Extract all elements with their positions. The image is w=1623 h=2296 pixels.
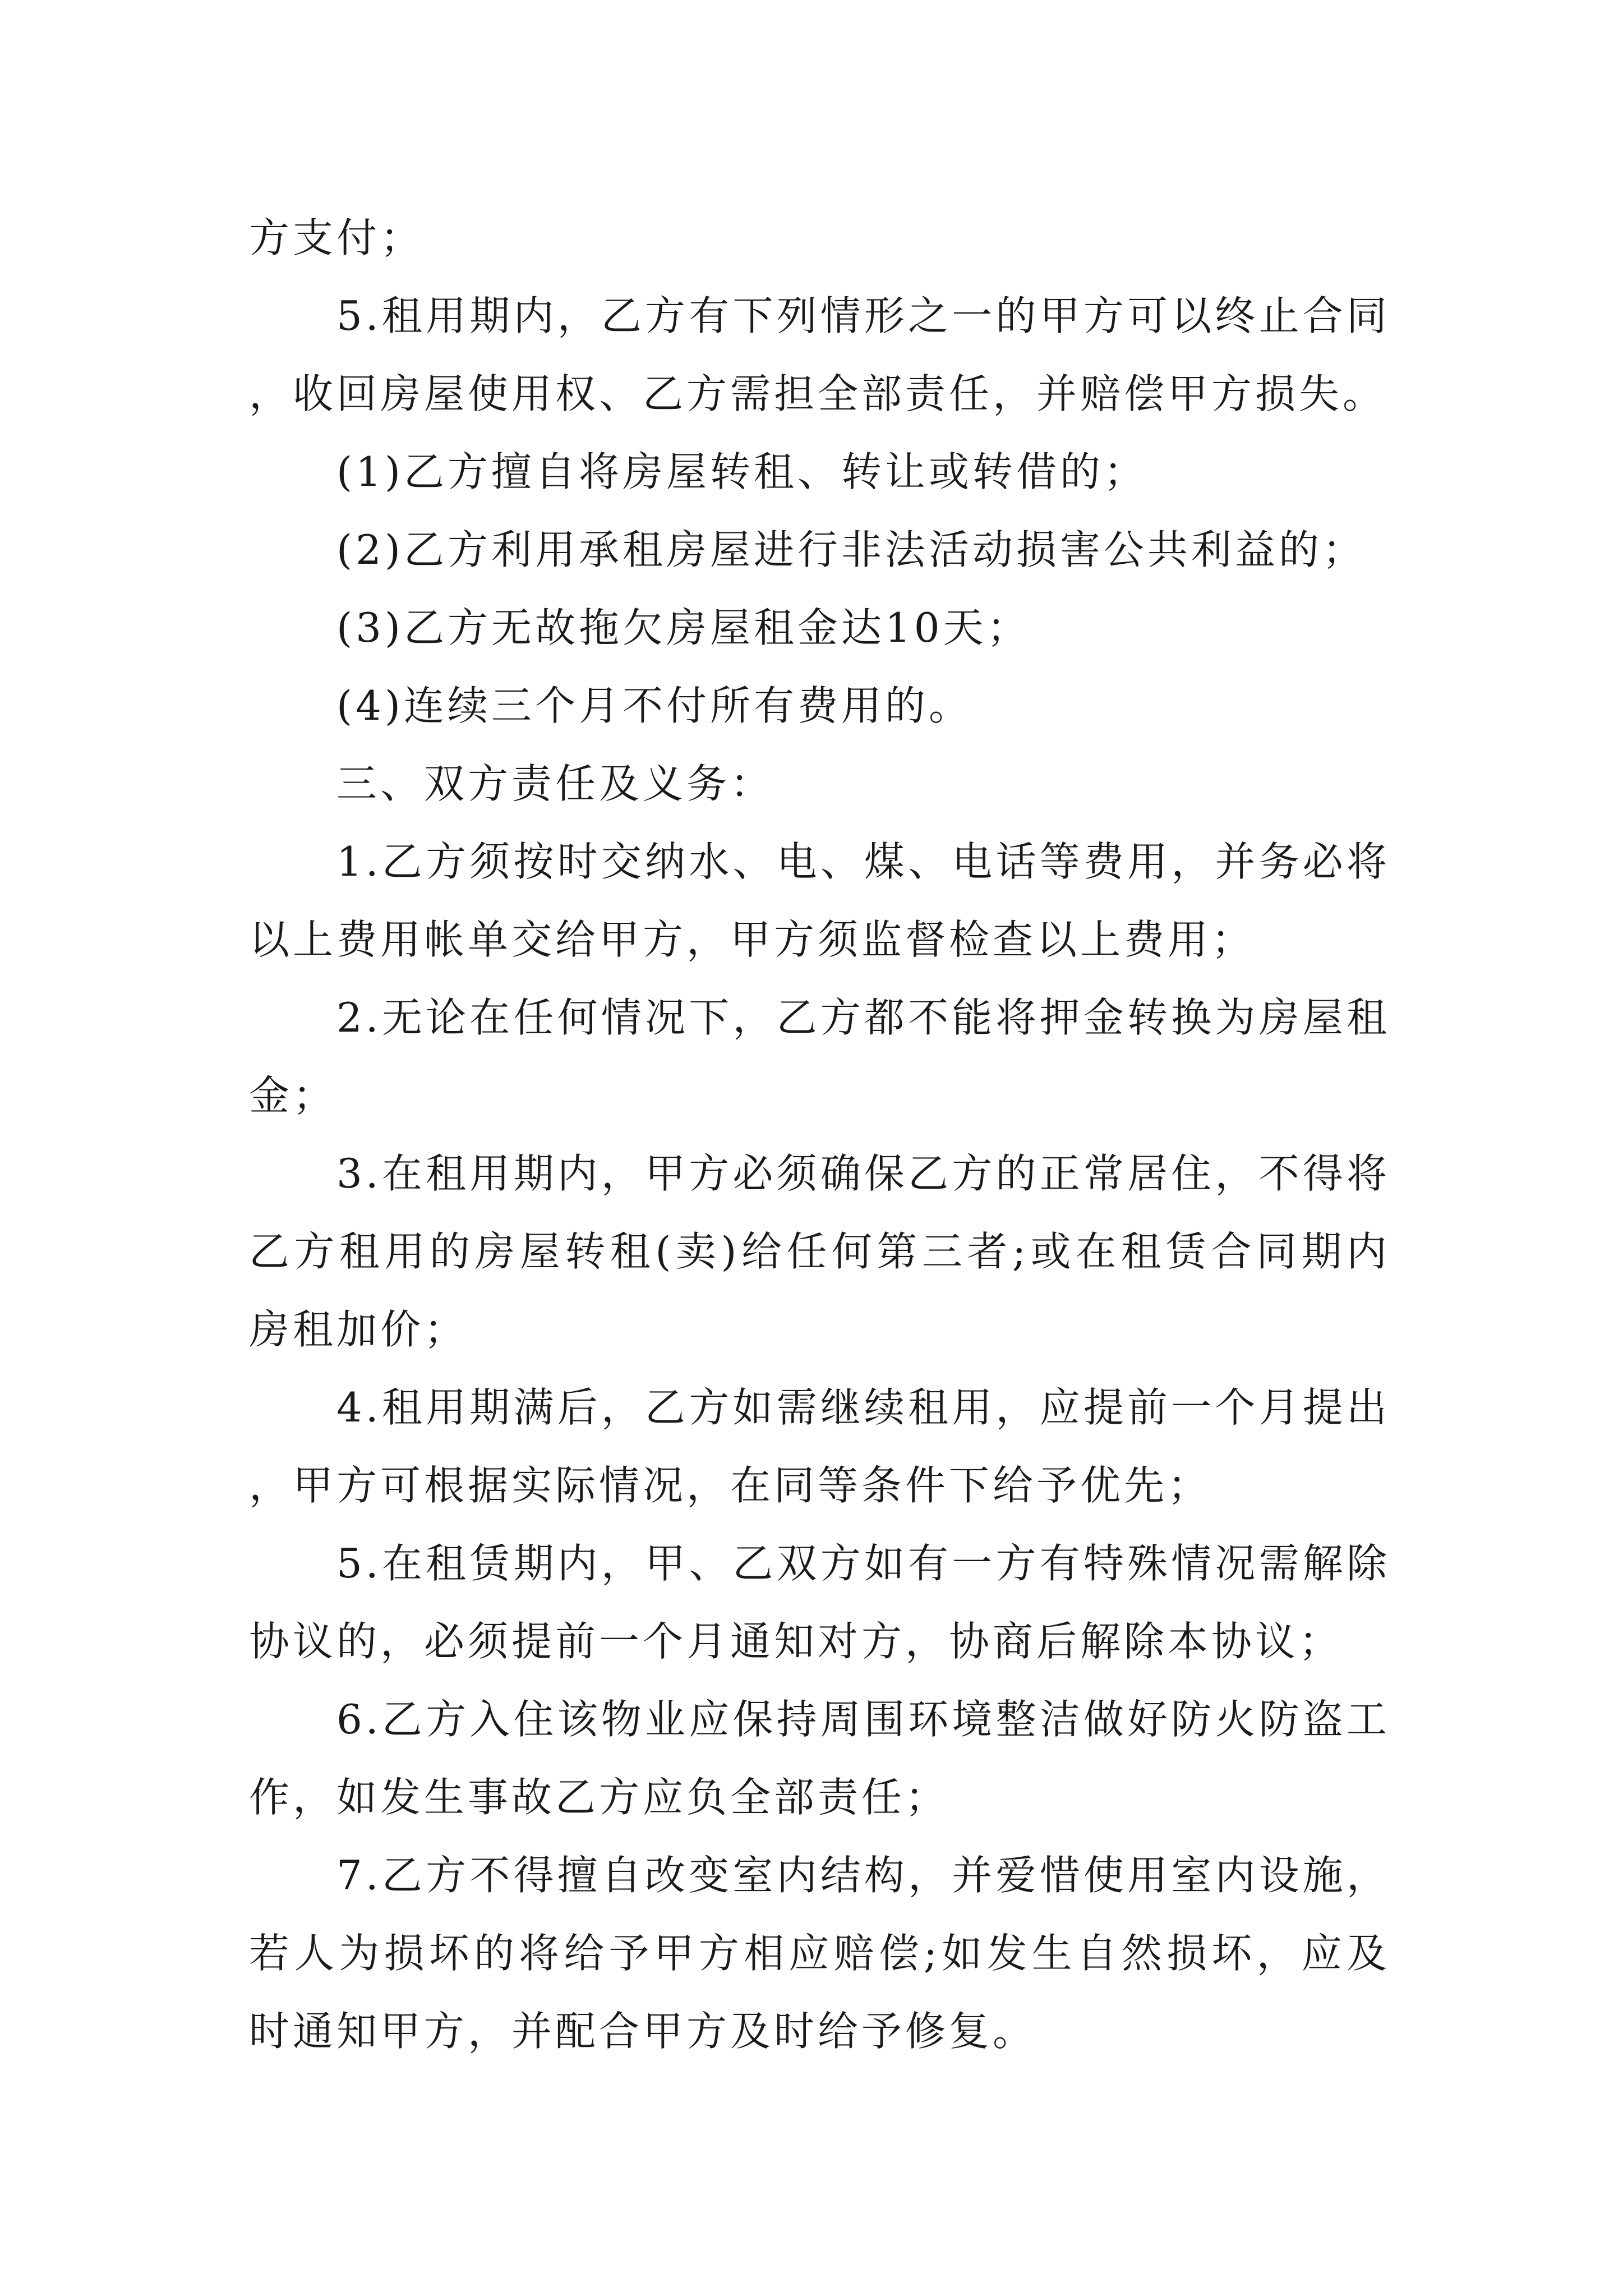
list-item-unpaid-fees: (4)连续三个月不付所有费用的。: [336, 682, 972, 729]
paragraph-termination-conditions: 5.租用期内，乙方有下列情形之一的甲方可以终止合同，收回房屋使用权、乙方需担全部责任，并赔偿甲方损失。: [249, 292, 1390, 417]
clause-1-utilities: 1.乙方须按时交纳水、电、煤、电话等费用，并务必将以上费用帐单交给甲方，甲方须监督检查以上费用；: [249, 838, 1390, 963]
list-item-illegal-activity: (2)乙方利用承租房屋进行非法活动损害公共利益的；: [336, 526, 1366, 573]
clause-5-early-termination: 5.在租赁期内，甲、乙双方如有一方有特殊情况需解除协议的，必须提前一个月通知对方，协商后解除本协议；: [249, 1540, 1390, 1665]
section-heading-duties: 三、双方责任及义务：: [336, 760, 774, 807]
clause-4-renewal: 4.租用期满后，乙方如需继续租用，应提前一个月提出，甲方可根据实际情况，在同等条件下给予优先；: [249, 1384, 1390, 1509]
clause-2-deposit: 2.无论在任何情况下，乙方都不能将押金转换为房屋租金；: [249, 994, 1390, 1119]
document-body: [249, 199, 1390, 2070]
paragraph-payment-end: 方支付；: [249, 214, 425, 261]
list-item-sublet: (1)乙方擅自将房屋转租、转让或转借的；: [336, 448, 1147, 495]
list-item-rent-arrears: (3)乙方无故拖欠房屋租金达10天；: [336, 604, 1031, 651]
clause-6-safety: 6.乙方入住该物业应保持周围环境整洁做好防火防盗工作，如发生事故乙方应负全部责任；: [249, 1696, 1390, 1821]
clause-3-residence: 3.在租用期内，甲方必须确保乙方的正常居住，不得将乙方租用的房屋转租(卖)给任何第三者;或在租赁合同期内房租加价；: [249, 1150, 1390, 1353]
clause-7-structure: 7.乙方不得擅自改变室内结构，并爱惜使用室内设施，若人为损坏的将给予甲方相应赔偿;如发生自然损坏，应及时通知甲方，并配合甲方及时给予修复。: [249, 1852, 1390, 2055]
